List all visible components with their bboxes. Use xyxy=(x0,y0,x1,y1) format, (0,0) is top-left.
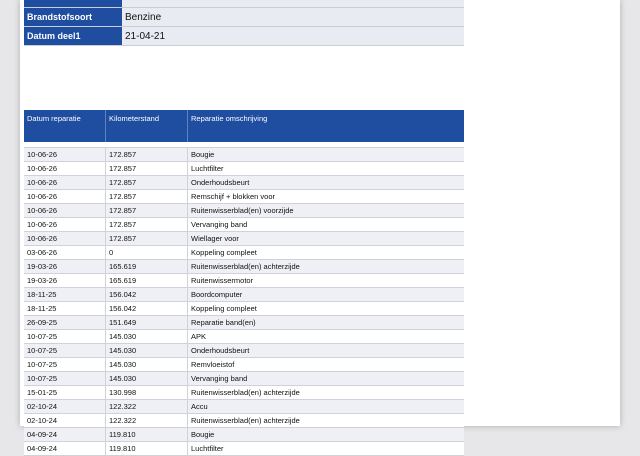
cell-description: Bougie xyxy=(191,150,215,159)
info-label: Datum deel1 xyxy=(24,27,122,45)
table-row xyxy=(24,204,464,218)
cell-date: 19-03-26 xyxy=(24,260,106,273)
table-header xyxy=(24,110,464,142)
cell-mileage: 119.810 xyxy=(106,428,188,441)
table-row xyxy=(24,288,464,302)
table-row xyxy=(24,260,464,274)
info-value xyxy=(122,0,464,7)
table-row xyxy=(24,400,464,414)
cell-description: Vervanging band xyxy=(191,220,248,229)
cell-mileage: 165.619 xyxy=(106,260,188,273)
table-row xyxy=(24,232,464,246)
info-row xyxy=(24,0,464,8)
cell-description: Boordcomputer xyxy=(191,290,243,299)
table-row xyxy=(24,218,464,232)
cell-mileage: 172.857 xyxy=(106,176,188,189)
cell-description: Onderhoudsbeurt xyxy=(191,346,250,355)
cell-mileage: 122.322 xyxy=(106,414,188,427)
info-value: Benzine xyxy=(122,8,464,26)
cell-mileage: 172.857 xyxy=(106,232,188,245)
cell-date: 10-07-25 xyxy=(24,372,106,385)
cell-date: 19-03-26 xyxy=(24,274,106,287)
cell-date: 10-06-26 xyxy=(24,148,106,161)
table-row xyxy=(24,386,464,400)
cell-mileage: 172.857 xyxy=(106,162,188,175)
table-row xyxy=(24,148,464,162)
cell-description: Koppeling compleet xyxy=(191,304,257,313)
cell-mileage: 172.857 xyxy=(106,190,188,203)
cell-description: Bougie xyxy=(191,430,215,439)
table-row xyxy=(24,274,464,288)
cell-date: 10-06-26 xyxy=(24,176,106,189)
cell-description: Luchtfilter xyxy=(191,444,224,453)
cell-date: 04-09-24 xyxy=(24,428,106,441)
cell-description: Remvloeistof xyxy=(191,360,235,369)
cell-mileage: 145.030 xyxy=(106,330,188,343)
cell-date: 10-06-26 xyxy=(24,190,106,203)
column-header-mileage: Kilometerstand xyxy=(106,110,188,142)
cell-mileage: 172.857 xyxy=(106,218,188,231)
cell-mileage: 172.857 xyxy=(106,148,188,161)
cell-date: 18-11-25 xyxy=(24,288,106,301)
cell-date: 10-07-25 xyxy=(24,330,106,343)
table-row xyxy=(24,246,464,260)
cell-mileage: 165.619 xyxy=(106,274,188,287)
cell-description: Ruitenwisserblad(en) achterzijde xyxy=(191,416,300,425)
cell-description: Accu xyxy=(191,402,208,411)
cell-description: Ruitenwisserblad(en) achterzijde xyxy=(191,388,300,397)
cell-description: APK xyxy=(191,332,207,341)
table-row xyxy=(24,428,464,442)
table-row xyxy=(24,358,464,372)
table-row xyxy=(24,372,464,386)
cell-mileage: 151.649 xyxy=(106,316,188,329)
cell-description: Ruitenwissermotor xyxy=(191,276,254,285)
info-row-fuel-type xyxy=(24,8,464,27)
cell-date: 02-10-24 xyxy=(24,400,106,413)
table-row xyxy=(24,162,464,176)
cell-description: Ruitenwisserblad(en) achterzijde xyxy=(191,262,300,271)
cell-mileage: 156.042 xyxy=(106,288,188,301)
cell-date: 15-01-25 xyxy=(24,386,106,399)
cell-mileage: 0 xyxy=(106,246,188,259)
cell-description: Wiellager voor xyxy=(191,234,239,243)
vehicle-info-table xyxy=(24,0,464,46)
cell-mileage: 122.322 xyxy=(106,400,188,413)
table-row xyxy=(24,176,464,190)
info-label: Brandstofsoort xyxy=(24,8,122,26)
info-label xyxy=(24,0,122,7)
cell-description: Reparatie band(en) xyxy=(191,318,256,327)
cell-mileage: 145.030 xyxy=(106,344,188,357)
cell-mileage: 119.810 xyxy=(106,442,188,455)
cell-description: Koppeling compleet xyxy=(191,248,257,257)
table-row xyxy=(24,316,464,330)
repair-history-table xyxy=(24,110,464,456)
column-header-date: Datum reparatie xyxy=(24,110,106,142)
cell-date: 04-09-24 xyxy=(24,442,106,455)
table-row xyxy=(24,330,464,344)
cell-description: Ruitenwisserblad(en) voorzijde xyxy=(191,206,294,215)
cell-mileage: 130.998 xyxy=(106,386,188,399)
cell-mileage: 145.030 xyxy=(106,372,188,385)
cell-description: Remschijf + blokken voor xyxy=(191,192,275,201)
cell-mileage: 172.857 xyxy=(106,204,188,217)
cell-date: 10-07-25 xyxy=(24,358,106,371)
cell-mileage: 145.030 xyxy=(106,358,188,371)
cell-description: Onderhoudsbeurt xyxy=(191,178,250,187)
cell-description: Vervanging band xyxy=(191,374,248,383)
cell-mileage: 156.042 xyxy=(106,302,188,315)
table-row xyxy=(24,190,464,204)
table-row xyxy=(24,302,464,316)
cell-date: 10-06-26 xyxy=(24,162,106,175)
table-row xyxy=(24,344,464,358)
column-header-description: Reparatie omschrijving xyxy=(191,114,268,123)
cell-date: 02-10-24 xyxy=(24,414,106,427)
cell-date: 26-09-25 xyxy=(24,316,106,329)
cell-description: Luchtfilter xyxy=(191,164,224,173)
table-row xyxy=(24,442,464,456)
info-row-registration-date xyxy=(24,27,464,46)
cell-date: 03-06-26 xyxy=(24,246,106,259)
cell-date: 10-06-26 xyxy=(24,204,106,217)
info-value: 21-04-21 xyxy=(122,27,464,45)
cell-date: 10-06-26 xyxy=(24,218,106,231)
cell-date: 10-06-26 xyxy=(24,232,106,245)
cell-date: 10-07-25 xyxy=(24,344,106,357)
cell-date: 18-11-25 xyxy=(24,302,106,315)
